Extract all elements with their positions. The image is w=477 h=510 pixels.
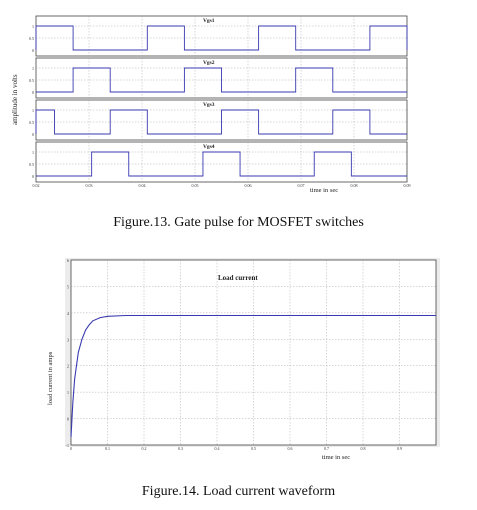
gate-pulse-panel-1 — [29, 16, 407, 56]
x-tick-label: 0.05 — [191, 183, 199, 188]
panel-title: Vgs1 — [202, 18, 215, 24]
x-tick-label: 0.3 — [178, 446, 183, 451]
x-tick-label: 0.1 — [105, 446, 110, 451]
x-tick-label: 0.04 — [138, 183, 146, 188]
y-tick-label: 0 — [67, 416, 69, 422]
y-tick-label: 0 — [32, 90, 34, 95]
x-tick-label: 0.5 — [251, 446, 256, 451]
y-axis-label: load current in amps — [47, 351, 54, 405]
y-tick-label: -1 — [65, 443, 69, 448]
y-axis-label: amplitude in volts — [11, 74, 19, 125]
y-tick-label: 0.5 — [29, 36, 34, 41]
y-tick-label: 0 — [32, 132, 34, 137]
y-tick-label: 0 — [32, 174, 34, 179]
panel-title: Vgs4 — [202, 144, 215, 150]
x-tick-label: 0.09 — [403, 183, 411, 188]
x-tick-label: 0.9 — [397, 446, 402, 451]
figure-13-caption: Figure.13. Gate pulse for MOSFET switches — [113, 215, 364, 230]
figure-13-gate-pulse-chart — [0, 0, 477, 200]
x-tick-label: 0.4 — [214, 446, 220, 451]
x-tick-label: 0.6 — [287, 446, 293, 451]
y-tick-label: 2 — [67, 363, 69, 369]
gate-pulse-panel-4 — [29, 142, 407, 182]
y-tick-label: 1 — [32, 24, 34, 29]
chart-title: Load current — [218, 274, 258, 282]
y-tick-label: 0.5 — [29, 78, 34, 83]
y-tick-label: 1 — [67, 390, 69, 396]
x-axis-label: time in sec — [322, 454, 351, 461]
x-tick-label: 0.8 — [360, 446, 366, 451]
y-tick-label: 1 — [32, 66, 34, 71]
x-axis-label: time in sec — [310, 187, 339, 194]
panel-title: Vgs3 — [202, 102, 215, 108]
x-tick-label: 0.2 — [141, 446, 147, 451]
x-tick-label: 0.7 — [324, 446, 329, 451]
panel-title: Vgs2 — [202, 60, 215, 66]
gate-pulse-panel-3 — [29, 100, 407, 140]
figure-14-caption: Figure.14. Load current waveform — [141, 484, 336, 499]
x-tick-label: 0.03 — [85, 183, 93, 188]
x-tick-label: 0.07 — [297, 183, 305, 188]
x-tick-label: 0.02 — [32, 183, 40, 188]
y-tick-label: 3 — [67, 337, 69, 343]
x-tick-label: 0.08 — [350, 183, 358, 188]
y-tick-label: 6 — [67, 258, 69, 263]
y-tick-label: 1 — [32, 150, 34, 155]
y-tick-label: 5 — [67, 284, 69, 290]
figure-14-load-current-chart — [0, 250, 477, 475]
y-tick-label: 0 — [32, 48, 34, 53]
x-tick-label: 0.06 — [244, 183, 252, 188]
y-tick-label: 4 — [67, 310, 69, 316]
y-tick-label: 0.5 — [29, 162, 34, 167]
y-tick-label: 0.5 — [29, 120, 34, 125]
y-tick-label: 1 — [32, 108, 34, 113]
gate-pulse-panel-2 — [29, 58, 407, 98]
x-tick-label: 0 — [70, 446, 72, 451]
